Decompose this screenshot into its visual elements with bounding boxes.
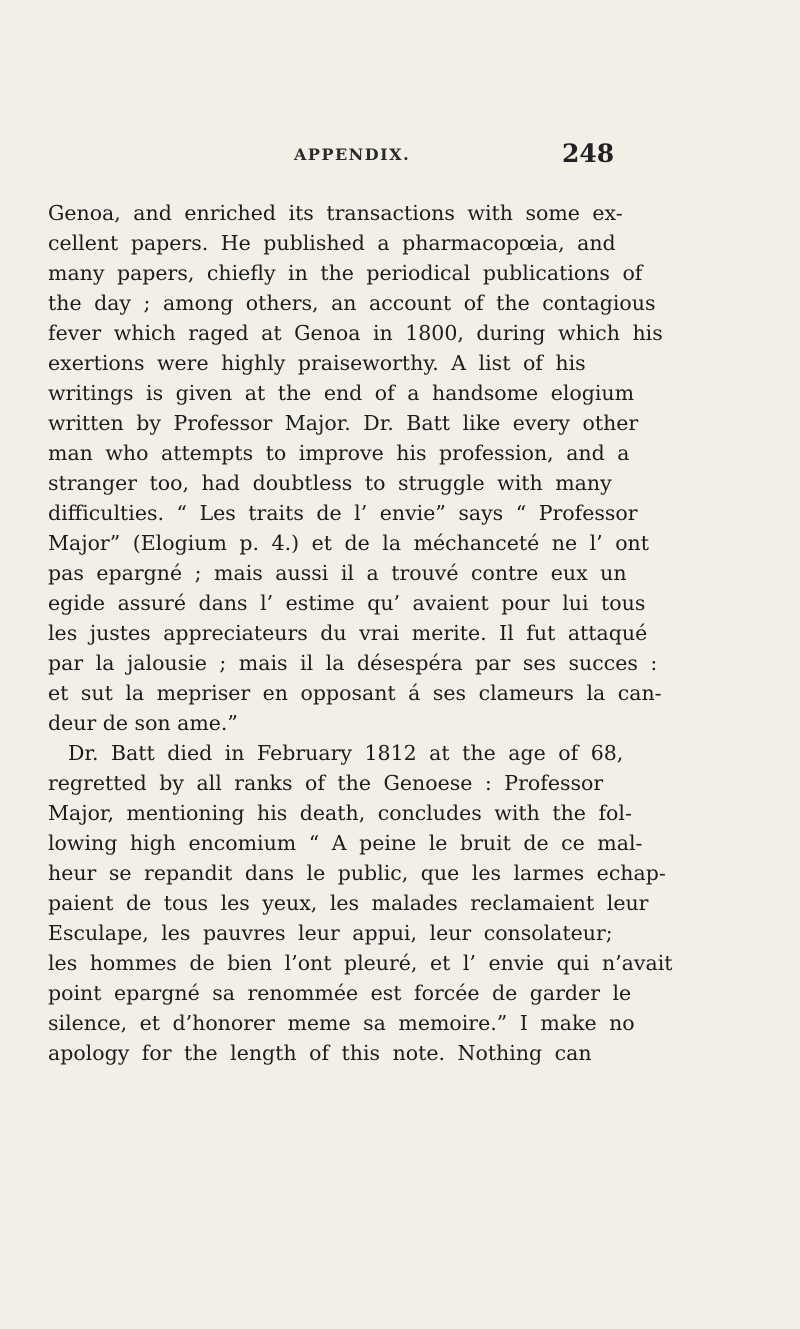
page-number: 248 [562,139,615,168]
text-line: many papers, chiefly in the periodical publications of [48,261,643,285]
text-line: stranger too, had doubtless to struggle with many [48,471,612,495]
text-line: point epargné sa renommée est forcée de garder le [48,981,632,1005]
text-line: lowing high encomium “ A peine le bruit de ce mal- [48,831,643,855]
text-line: Major, mentioning his death, concludes with the fol- [48,801,632,825]
text-line: man who attempts to improve his profession, and a [48,441,630,465]
text-line: writings is given at the end of a handsome elogium [48,381,635,405]
text-line: et sut la mepriser en opposant á ses clameurs la can- [48,681,662,705]
text-line: apology for the length of this note. Nothing can [48,1041,592,1065]
page-header [0,139,800,185]
text-line: Esculape, les pauvres leur appui, leur consolateur; [48,921,613,945]
text-line: cellent papers. He published a pharmacopœia, and [48,231,616,255]
text-line: Major” (Elogium p. 4.) et de la méchanceté ne l’ ont [48,531,649,555]
text-line: Dr. Batt died in February 1812 at the age of 68, [68,741,624,765]
text-line: les hommes de bien l’ont pleuré, et l’ envie qui n’avait [48,951,673,975]
text-line: deur de son ame.” [48,711,238,735]
text-line: fever which raged at Genoa in 1800, during which his [48,321,663,345]
text-line: written by Professor Major. Dr. Batt like every other [48,411,639,435]
text-line: heur se repandit dans le public, que les larmes echap- [48,861,666,885]
text-line: pas epargné ; mais aussi il a trouvé contre eux un [48,561,627,585]
running-head: APPENDIX. [294,145,411,164]
text-line: Genoa, and enriched its transactions with some ex- [48,201,623,225]
text-line: difficulties. “ Les traits de l’ envie” says “ Professor [48,501,638,525]
text-line: par la jalousie ; mais il la désespéra par ses succes : [48,651,658,675]
text-line: exertions were highly praiseworthy. A list of his [48,351,586,375]
text-line: egide assuré dans l’ estime qu’ avaient pour lui tous [48,591,646,615]
text-line: les justes appreciateurs du vrai merite. Il fut attaqué [48,621,648,645]
text-line: the day ; among others, an account of the contagious [48,291,656,315]
text-line: silence, et d’honorer meme sa memoire.” I make no [48,1011,635,1035]
text-line: regretted by all ranks of the Genoese : Professor [48,771,604,795]
text-line: paient de tous les yeux, les malades reclamaient leur [48,891,649,915]
